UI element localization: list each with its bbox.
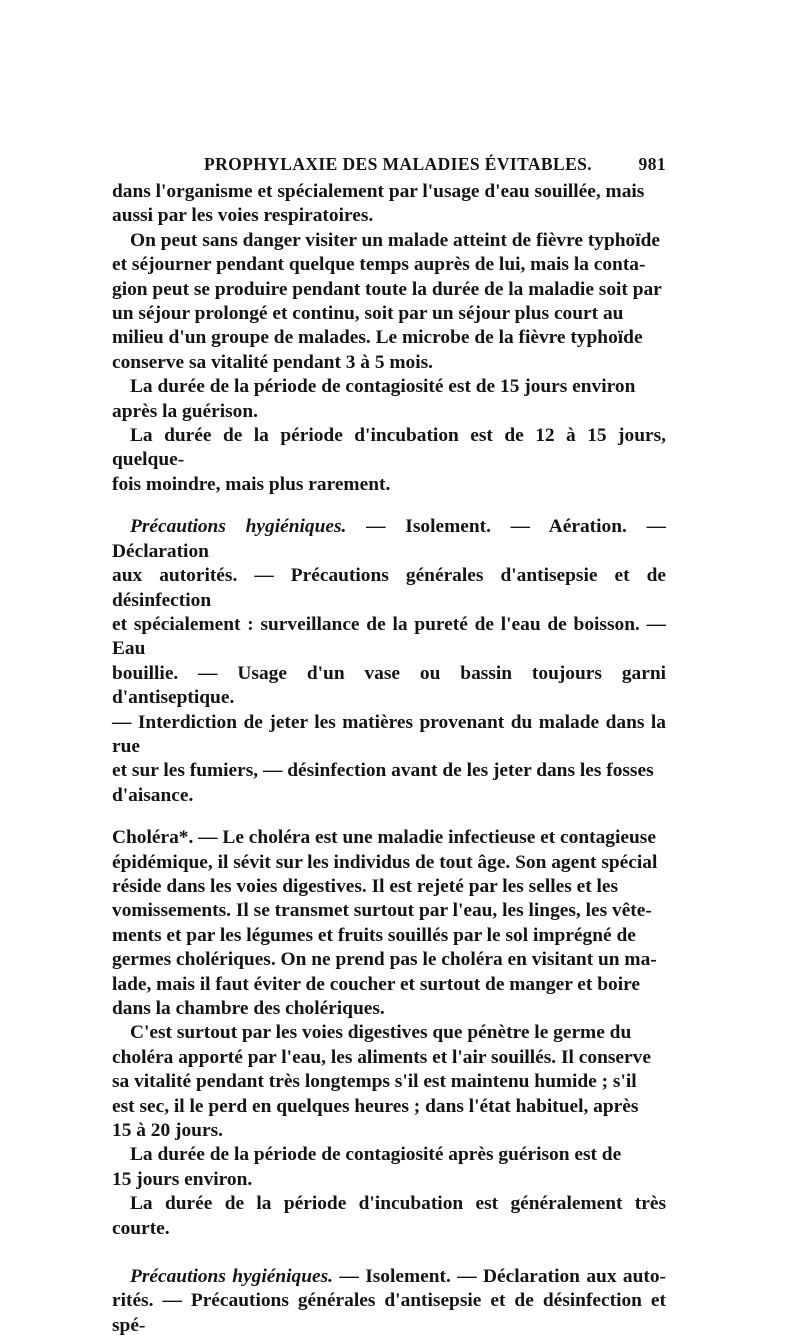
section-heading: Choléra*. bbox=[112, 827, 194, 849]
document-page bbox=[112, 150, 666, 1338]
paragraph-cholera-precautions: Précautions hygiéniques. — Isolement. — Déclaration aux auto- rités. — Précautions générales d'antisepsie et de désinfection et spé- bbox=[112, 1266, 666, 1336]
running-title: PROPHYLAXIE DES MALADIES ÉVITABLES. bbox=[204, 154, 593, 174]
paragraph-typhoid-incubation: La durée de la période d'incubation est de 12 à 15 jours, quelque- fois moindre, mais plus rarement. bbox=[112, 425, 666, 495]
paragraph-typhoid-contagion: On peut sans danger visiter un malade atteint de fièvre typhoïde et séjourner pendant quelque temps auprès de lui, mais la conta- gion peut se produire pendant toute la durée de la maladie soit par un séjour prolongé et continu, soit par un séjour plus court au milieu d'un groupe de malades. Le microbe de la fièvre typhoïde conserve sa vitalité pendant 3 à 5 mois. bbox=[112, 229, 662, 373]
paragraph-cholera-contagiosity: La durée de la période de contagiosité après guérison est de 15 jours environ. bbox=[112, 1144, 622, 1190]
paragraph-typhoid-contagiosity: La durée de la période de contagiosité est de 15 jours environ après la guérison. bbox=[112, 376, 636, 422]
paragraph-cholera-incubation: La durée de la période d'incubation est généralement très courte. bbox=[112, 1193, 666, 1239]
section-heading: Précautions hygiéniques. bbox=[130, 1266, 334, 1288]
paragraph-typhoid-precautions: Précautions hygiéniques. — Isolement. — Aération. — Déclaration aux autorités. — Précautions générales d'antisepsie et de désinfection et spécialement : surveillance de la pureté de l'eau de boisson. — Eau bouillie. — Usage d'un vase ou bassin toujours garni d'antiseptique. — Interdiction de jeter les matières provenant du malade dans la rue et sur les fumiers, — désinfection avant de les jeter dans les fosses d'aisance. bbox=[112, 516, 666, 806]
page-number: 981 bbox=[638, 154, 666, 174]
page-header bbox=[112, 150, 666, 180]
paragraph-continuation: dans l'organisme et spécialement par l'usage d'eau souillée, mais aussi par les voies respiratoires. bbox=[112, 181, 645, 227]
section-heading: Précautions hygiéniques. bbox=[130, 516, 347, 538]
paragraph-cholera: Choléra*. — Le choléra est une maladie infectieuse et contagieuse épidémique, il sévit sur les individus de tout âge. Son agent spécial réside dans les voies digestives. Il est rejeté par les selles et les vomissements. Il se transmet surtout par l'eau, les linges, les vête- ments et par les légumes et fruits souillés par le sol imprégné de germes cholériques. On ne prend pas le choléra en visitant un ma- lade, mais il faut éviter de coucher et surtout de manger et boire dans la chambre des cholériques. bbox=[112, 827, 658, 1019]
paragraph-cholera-transmission: C'est surtout par les voies digestives que pénètre le germe du choléra apporté par l'eau, les aliments et l'air souillés. Il conserve sa vitalité pendant très longtemps s'il est maintenu humide ; s'il est sec, il le perd en quelques heures ; dans l'état habituel, après 15 à 20 jours. bbox=[112, 1022, 651, 1142]
